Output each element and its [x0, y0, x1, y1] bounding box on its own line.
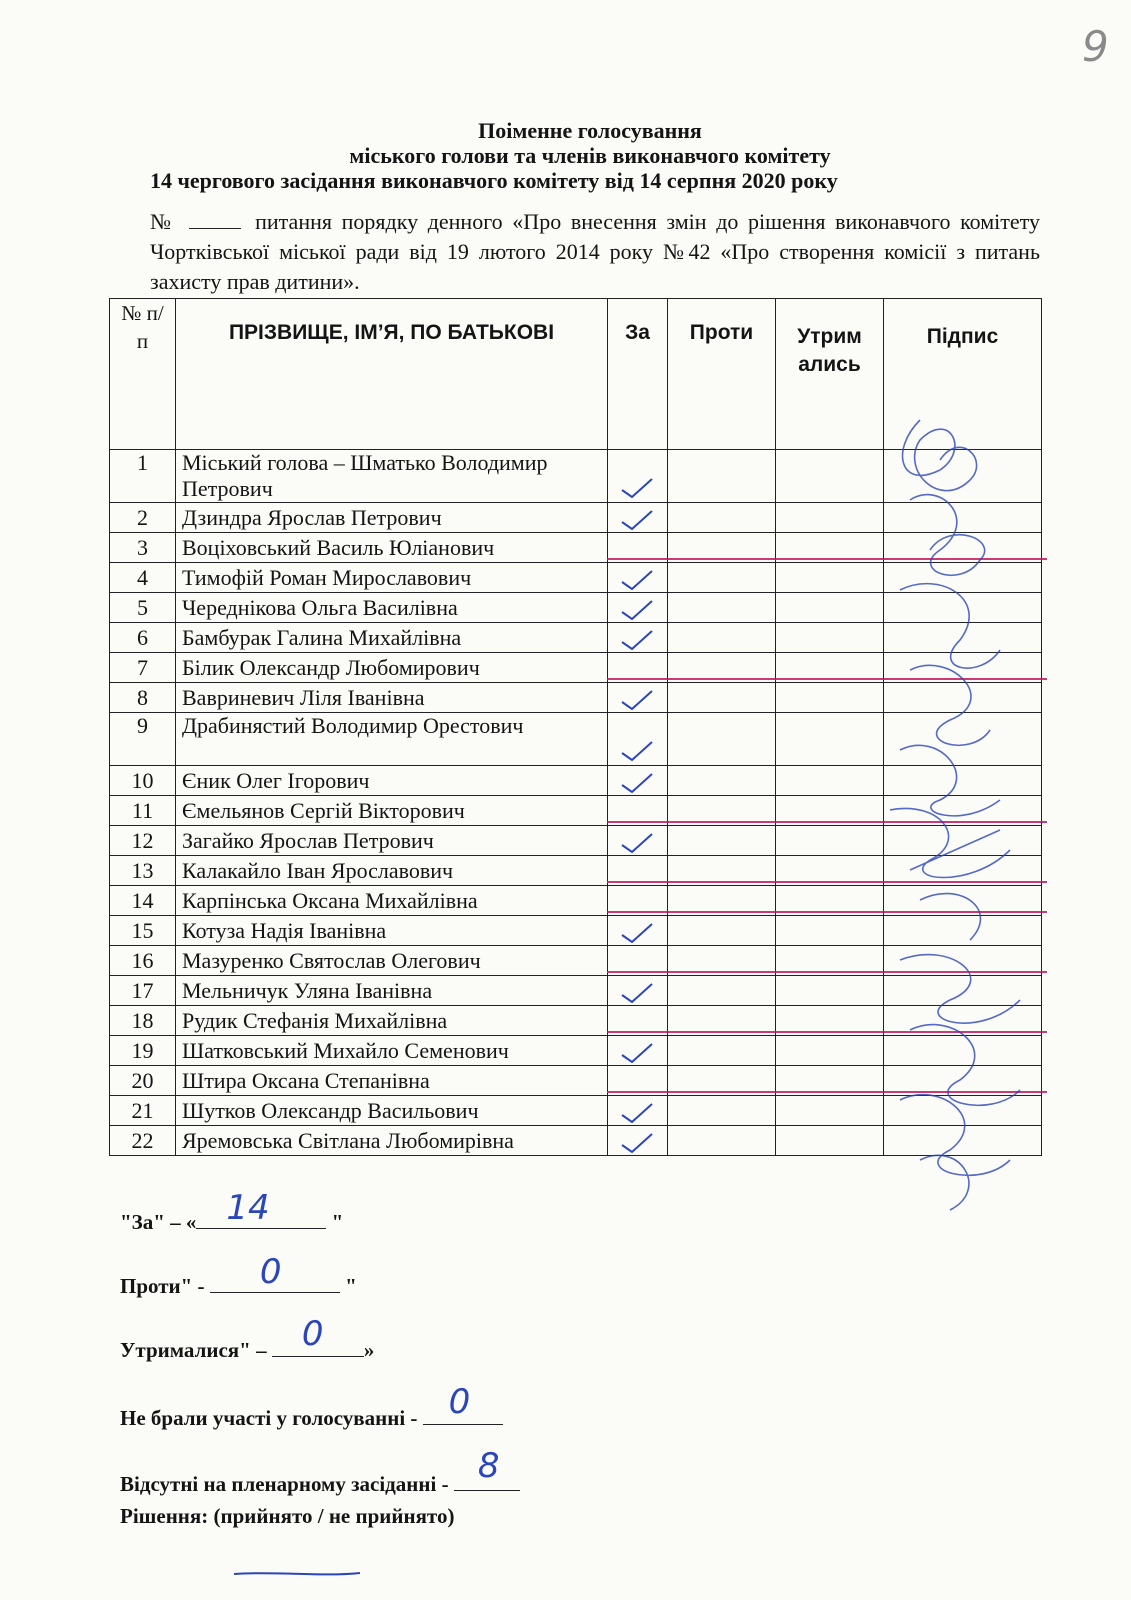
table-row — [110, 563, 1042, 593]
vote-for-cell — [608, 713, 668, 766]
agenda-number-blank — [189, 214, 241, 229]
vote-against-cell — [668, 563, 776, 593]
total-against-close: " — [345, 1274, 357, 1298]
total-for-blank — [196, 1188, 326, 1229]
total-absent-blank — [454, 1446, 520, 1491]
row-number: 13 — [110, 856, 176, 886]
member-name: Котуза Надія Іванівна — [176, 916, 608, 946]
vote-abstain-cell — [776, 1096, 884, 1126]
number-sign: № — [150, 209, 176, 234]
absent-strike-line — [607, 881, 1047, 883]
table-header-row — [110, 299, 1042, 450]
total-abstain-label: Утрималися" – — [120, 1338, 272, 1362]
checkmark-icon — [620, 598, 654, 618]
member-name: Дзиндра Ярослав Петрович — [176, 503, 608, 533]
row-number: 9 — [110, 713, 176, 766]
checkmark-icon — [620, 478, 654, 498]
document-title — [150, 118, 1030, 193]
decision-label: Рішення: — [120, 1504, 214, 1528]
table-row — [110, 826, 1042, 856]
vote-against-cell — [668, 713, 776, 766]
signature-cell — [884, 1126, 1042, 1156]
row-number: 1 — [110, 450, 176, 503]
member-name: Шатковський Михайло Семенович — [176, 1036, 608, 1066]
absent-strike-line — [607, 1091, 1047, 1093]
vote-for-cell — [608, 916, 668, 946]
checkmark-icon — [620, 1131, 654, 1151]
checkmark-icon — [620, 921, 654, 941]
absent-strike-line — [607, 558, 1047, 560]
vote-for-cell — [608, 976, 668, 1006]
vote-abstain-cell — [776, 826, 884, 856]
vote-against-cell — [668, 916, 776, 946]
vote-against-cell — [668, 1126, 776, 1156]
checkmark-icon — [620, 771, 654, 791]
checkmark-icon — [620, 568, 654, 588]
row-number: 7 — [110, 653, 176, 683]
vote-abstain-cell — [776, 450, 884, 503]
agenda-item-description — [150, 207, 1040, 297]
member-name: Рудик Стефанія Михайлівна — [176, 1006, 608, 1036]
checkmark-icon — [620, 981, 654, 1001]
total-for-label: "За" – « — [120, 1210, 197, 1234]
vote-abstain-cell — [776, 1036, 884, 1066]
absent-strike-line — [607, 678, 1047, 680]
table-row — [110, 766, 1042, 796]
checkmark-icon — [620, 508, 654, 528]
row-number: 18 — [110, 1006, 176, 1036]
member-name: Бамбурак Галина Михайлівна — [176, 623, 608, 653]
total-absent-label: Відсутні на пленарному засіданні - — [120, 1472, 454, 1496]
vote-against-cell — [668, 450, 776, 503]
header-num: № п/п — [110, 299, 176, 450]
table-row — [110, 1096, 1042, 1126]
member-name: Ємельянов Сергій Вікторович — [176, 796, 608, 826]
member-name: Штира Оксана Степанівна — [176, 1066, 608, 1096]
table-row — [110, 683, 1042, 713]
member-name: Калакайло Іван Ярославович — [176, 856, 608, 886]
decision-handwritten-underline — [232, 1569, 362, 1579]
member-name: Мельничук Уляна Іванівна — [176, 976, 608, 1006]
row-number: 15 — [110, 916, 176, 946]
header-against: Проти — [668, 299, 776, 450]
member-name: Драбинястий Володимир Орестович — [176, 713, 608, 766]
agenda-text: питання порядку денного «Про внесення змін до рішення виконавчого комітету Чортківської міської ради від 19 лютого 2014 року №42 «Про створення комісії з питань захисту прав дитини». — [150, 209, 1040, 294]
row-number: 3 — [110, 533, 176, 563]
checkmark-icon — [620, 628, 654, 648]
signature-cell — [884, 1096, 1042, 1126]
title-line-3: 14 чергового засідання виконавчого комітету від 14 серпня 2020 року — [150, 168, 838, 193]
signature-cell — [884, 766, 1042, 796]
signature-cell — [884, 976, 1042, 1006]
table-row — [110, 976, 1042, 1006]
vote-abstain-cell — [776, 563, 884, 593]
title-line-2: міського голови та членів виконавчого комітету — [349, 143, 831, 168]
row-number: 19 — [110, 1036, 176, 1066]
vote-abstain-cell — [776, 766, 884, 796]
total-for-close: " — [331, 1210, 344, 1234]
header-abstain: Утрим ались — [776, 299, 884, 450]
page-number: 9 — [1082, 22, 1109, 71]
checkmark-icon — [620, 1041, 654, 1061]
member-name: Яремовська Світлана Любомирівна — [176, 1126, 608, 1156]
member-name: Шутков Олександр Васильович — [176, 1096, 608, 1126]
row-number: 10 — [110, 766, 176, 796]
signature-cell — [884, 503, 1042, 533]
total-not-voting-label: Не брали участі у голосуванні - — [120, 1406, 423, 1430]
row-number: 20 — [110, 1066, 176, 1096]
row-number: 11 — [110, 796, 176, 826]
vote-against-cell — [668, 1036, 776, 1066]
row-number: 16 — [110, 946, 176, 976]
member-name: Воціховський Василь Юліанович — [176, 533, 608, 563]
roll-call-table — [109, 298, 1042, 1156]
vote-for-cell — [608, 1126, 668, 1156]
checkmark-icon — [620, 1101, 654, 1121]
vote-abstain-cell — [776, 503, 884, 533]
signature-cell — [884, 916, 1042, 946]
total-absent-value: 8 — [477, 1446, 500, 1486]
decision-text: (прийнято / не прийнято) — [213, 1504, 455, 1528]
header-signature: Підпис — [884, 299, 1042, 450]
member-name: Міський голова – Шматько Володимир Петрович — [176, 450, 608, 503]
row-number: 12 — [110, 826, 176, 856]
vote-abstain-cell — [776, 1126, 884, 1156]
member-name: Карпінська Оксана Михайлівна — [176, 886, 608, 916]
total-against-blank — [210, 1252, 340, 1293]
vote-rows — [110, 450, 1042, 1156]
signature-cell — [884, 450, 1042, 503]
vote-for-cell — [608, 683, 668, 713]
total-abstain-row — [120, 1314, 375, 1363]
absent-strike-line — [607, 911, 1047, 913]
row-number: 5 — [110, 593, 176, 623]
checkmark-icon — [620, 741, 654, 761]
row-number: 2 — [110, 503, 176, 533]
signature-cell — [884, 623, 1042, 653]
total-against-row — [120, 1252, 357, 1299]
vote-for-cell — [608, 826, 668, 856]
vote-for-cell — [608, 1036, 668, 1066]
decision-row — [120, 1504, 454, 1529]
vote-abstain-cell — [776, 593, 884, 623]
table-row — [110, 1036, 1042, 1066]
row-number: 4 — [110, 563, 176, 593]
total-against-value: 0 — [259, 1252, 282, 1292]
absent-strike-line — [607, 1031, 1047, 1033]
title-line-1: Поіменне голосування — [478, 118, 702, 143]
vote-abstain-cell — [776, 713, 884, 766]
vote-against-cell — [668, 976, 776, 1006]
vote-for-cell — [608, 1096, 668, 1126]
total-abstain-blank — [272, 1314, 364, 1357]
total-abstain-close: » — [363, 1338, 375, 1362]
row-number: 21 — [110, 1096, 176, 1126]
total-absent-row — [120, 1446, 520, 1497]
total-not-voting-value: 0 — [448, 1382, 471, 1422]
member-name: Череднікова Ольга Василівна — [176, 593, 608, 623]
header-for: За — [608, 299, 668, 450]
absent-strike-line — [607, 821, 1047, 823]
row-number: 6 — [110, 623, 176, 653]
checkmark-icon — [620, 831, 654, 851]
member-name: Вавриневич Ліля Іванівна — [176, 683, 608, 713]
signature-cell — [884, 826, 1042, 856]
vote-for-cell — [608, 593, 668, 623]
table-row — [110, 593, 1042, 623]
total-not-voting-blank — [423, 1382, 503, 1425]
table-row — [110, 450, 1042, 503]
vote-for-cell — [608, 766, 668, 796]
vote-abstain-cell — [776, 683, 884, 713]
member-name: Єник Олег Ігорович — [176, 766, 608, 796]
member-name: Загайко Ярослав Петрович — [176, 826, 608, 856]
signature-cell — [884, 563, 1042, 593]
signature-cell — [884, 713, 1042, 766]
member-name: Мазуренко Святослав Олегович — [176, 946, 608, 976]
table-row — [110, 713, 1042, 766]
signature-cell — [884, 683, 1042, 713]
row-number: 22 — [110, 1126, 176, 1156]
vote-for-cell — [608, 623, 668, 653]
vote-against-cell — [668, 593, 776, 623]
total-for-row — [120, 1188, 344, 1235]
total-for-value: 14 — [226, 1188, 270, 1228]
table-row — [110, 1126, 1042, 1156]
vote-against-cell — [668, 1096, 776, 1126]
vote-against-cell — [668, 826, 776, 856]
header-name: ПРІЗВИЩЕ, ІМ’Я, ПО БАТЬКОВІ — [176, 299, 608, 450]
vote-abstain-cell — [776, 916, 884, 946]
vote-abstain-cell — [776, 623, 884, 653]
absent-strike-line — [607, 971, 1047, 973]
vote-against-cell — [668, 623, 776, 653]
total-against-label: Проти" - — [120, 1274, 210, 1298]
vote-against-cell — [668, 503, 776, 533]
vote-for-cell — [608, 450, 668, 503]
vote-abstain-cell — [776, 976, 884, 1006]
checkmark-icon — [620, 688, 654, 708]
vote-against-cell — [668, 766, 776, 796]
row-number: 17 — [110, 976, 176, 1006]
signature-cell — [884, 593, 1042, 623]
row-number: 14 — [110, 886, 176, 916]
member-name: Тимофій Роман Мирославович — [176, 563, 608, 593]
vote-for-cell — [608, 563, 668, 593]
table-row — [110, 916, 1042, 946]
vote-against-cell — [668, 683, 776, 713]
table-row — [110, 623, 1042, 653]
vote-for-cell — [608, 503, 668, 533]
total-not-voting-row — [120, 1382, 503, 1431]
member-name: Білик Олександр Любомирович — [176, 653, 608, 683]
row-number: 8 — [110, 683, 176, 713]
total-abstain-value: 0 — [301, 1314, 324, 1354]
signature-cell — [884, 1036, 1042, 1066]
table-row — [110, 503, 1042, 533]
